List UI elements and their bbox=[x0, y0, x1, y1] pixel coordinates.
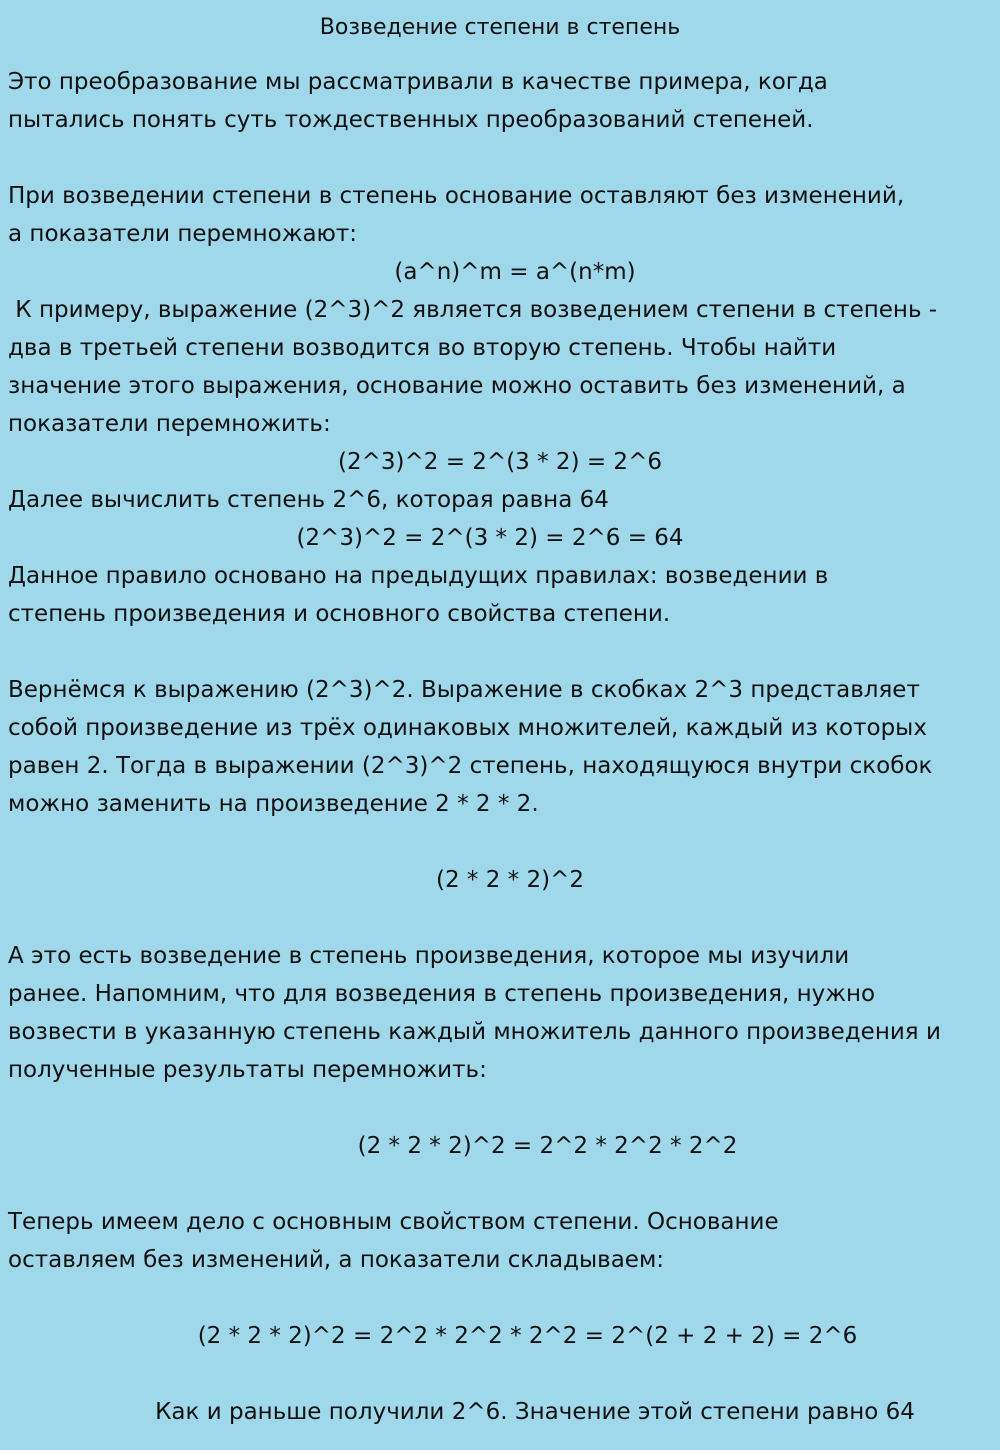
text-line: два в третьей степени возводится во вторую степень. Чтобы найти bbox=[8, 335, 837, 361]
text-line: К примеру, выражение (2^3)^2 является возведением степени в степень - bbox=[8, 297, 938, 323]
text-line: Данное правило основано на предыдущих правилах: возведении в bbox=[8, 563, 829, 589]
formula-line: (a^n)^m = a^(n*m) bbox=[394, 259, 636, 285]
text-line: Теперь имеем дело с основным свойством степени. Основание bbox=[8, 1209, 779, 1235]
text-line: оставляем без изменений, а показатели складываем: bbox=[8, 1247, 665, 1273]
text-line: Вернёмся к выражению (2^3)^2. Выражение в скобках 2^3 представляет bbox=[8, 677, 920, 703]
formula-line: (2 * 2 * 2)^2 bbox=[436, 867, 584, 893]
text-line: При возведении степени в степень основание оставляют без изменений, bbox=[8, 183, 905, 209]
text-line: А это есть возведение в степень произведения, которое мы изучили bbox=[8, 943, 850, 969]
page-title: Возведение степени в степень bbox=[319, 15, 681, 40]
text-line: возвести в указанную степень каждый множитель данного произведения и bbox=[8, 1019, 941, 1045]
text-line: полученные результаты перемножить: bbox=[8, 1057, 487, 1083]
text-line: степень произведения и основного свойства степени. bbox=[8, 601, 671, 627]
text-line: Это преобразование мы рассматривали в качестве примера, когда bbox=[8, 69, 828, 95]
formula-line: (2^3)^2 = 2^(3 * 2) = 2^6 bbox=[338, 449, 662, 475]
text-line: Как и раньше получили 2^6. Значение этой степени равно 64 bbox=[155, 1399, 915, 1425]
text-line: равен 2. Тогда в выражении (2^3)^2 степень, находящуюся внутри скобок bbox=[8, 753, 933, 779]
text-line: пытались понять суть тождественных преобразований степеней. bbox=[8, 107, 814, 133]
text-line: показатели перемножить: bbox=[8, 411, 331, 437]
text-line: ранее. Напомним, что для возведения в степень произведения, нужно bbox=[8, 981, 876, 1007]
formula-line: (2 * 2 * 2)^2 = 2^2 * 2^2 * 2^2 = 2^(2 + 2 + 2) = 2^6 bbox=[197, 1323, 858, 1349]
text-line: можно заменить на произведение 2 * 2 * 2. bbox=[8, 791, 539, 817]
formula-line: (2^3)^2 = 2^(3 * 2) = 2^6 = 64 bbox=[296, 525, 684, 551]
text-line: собой произведение из трёх одинаковых множителей, каждый из которых bbox=[8, 715, 927, 741]
text-line: Далее вычислить степень 2^6, которая равна 64 bbox=[8, 487, 609, 513]
formula-line: (2 * 2 * 2)^2 = 2^2 * 2^2 * 2^2 bbox=[357, 1133, 738, 1159]
text-line: значение этого выражения, основание можно оставить без изменений, а bbox=[8, 373, 906, 399]
text-line: а показатели перемножают: bbox=[8, 221, 358, 247]
